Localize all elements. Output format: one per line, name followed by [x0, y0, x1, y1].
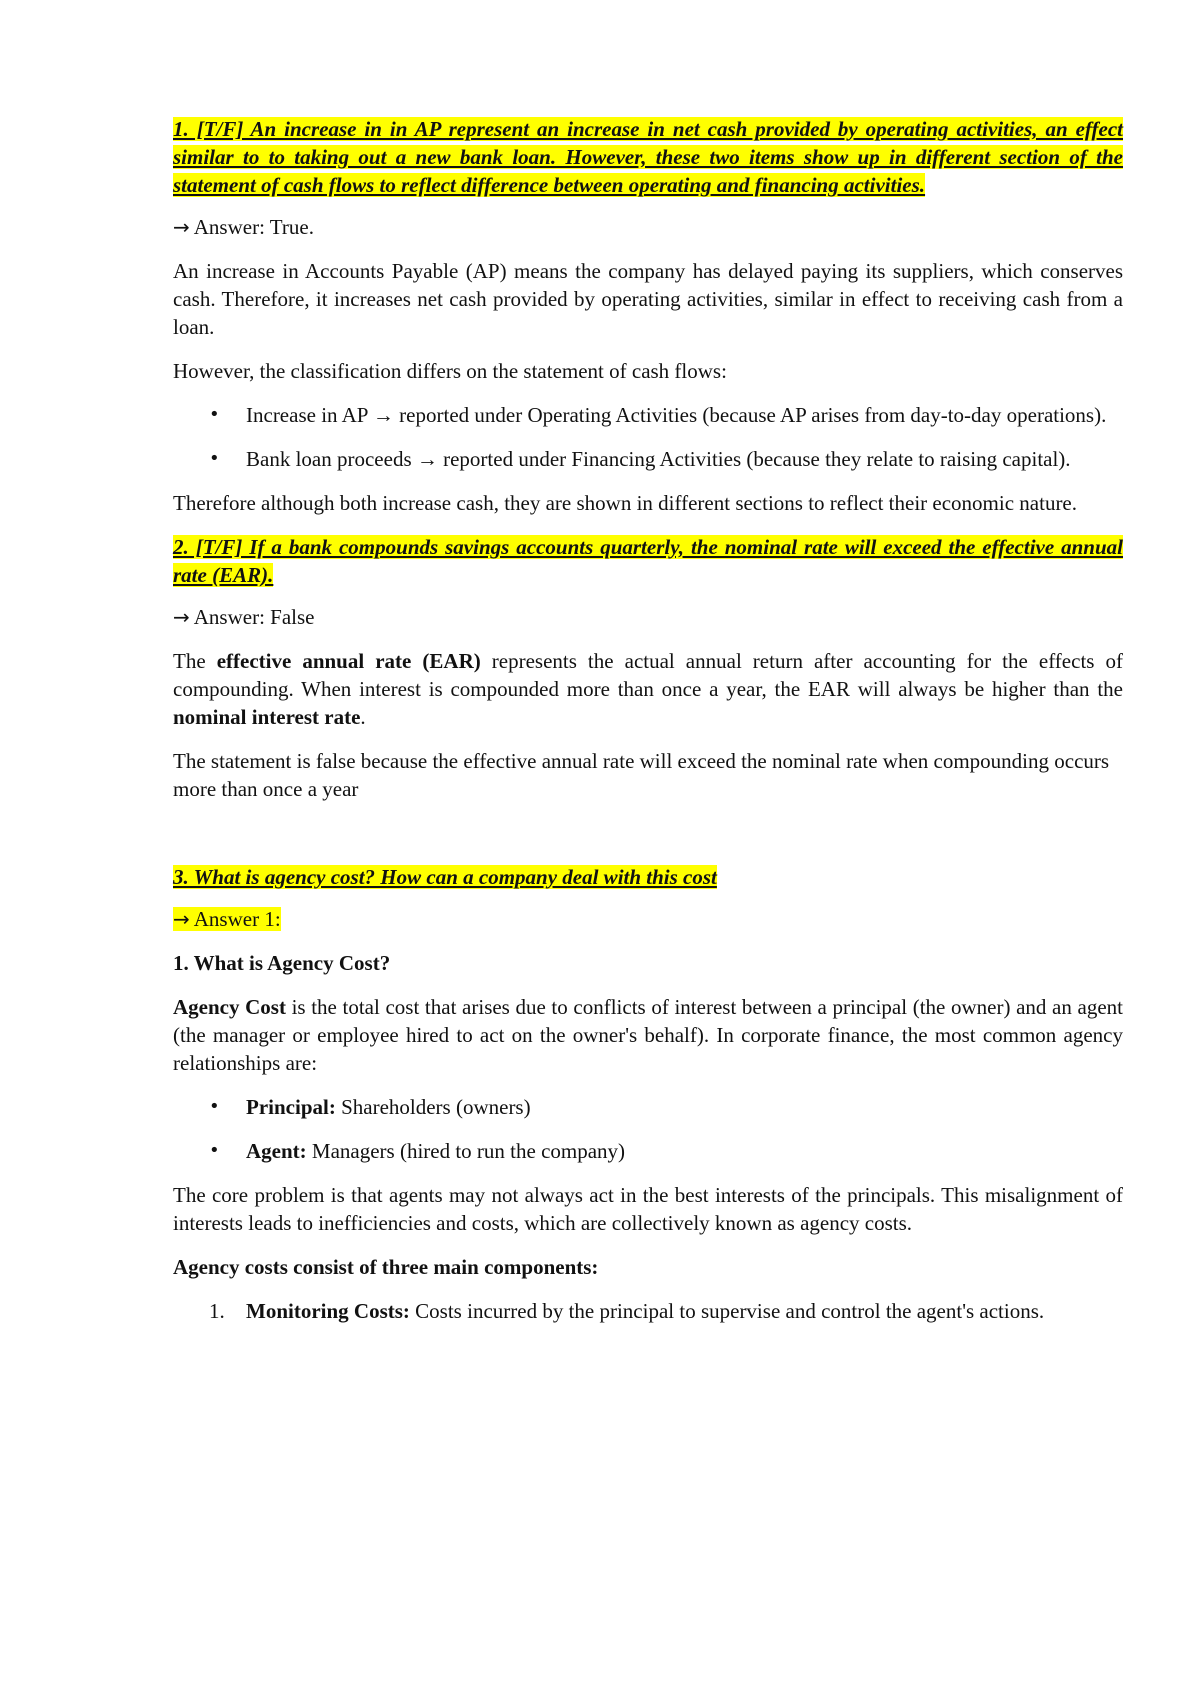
q2-paragraph-2: The statement is false because the effective annual rate will exceed the nominal rate when compounding occurs more than once a year [173, 749, 1110, 801]
answer-1-text: Answer: True. [193, 215, 314, 239]
question-1-text: 1. [T/F] An increase in in AP represent an increase in net cash provided by operating activities, an effect similar to to taking out a new bank loan. However, these two items show up in different section of the statement of cash flows to reflect difference between operating and financing activities. [173, 117, 1123, 197]
question-2-text: 2. [T/F] If a bank compounds savings accounts quarterly, the nominal rate will exceed the effective annual rate (EAR). [173, 535, 1123, 587]
bullet-icon: • [209, 404, 220, 425]
question-3 [173, 863, 1123, 891]
document-body [173, 115, 1123, 1341]
list-number: 1. [209, 1299, 225, 1323]
q3-heading: 1. What is Agency Cost? [173, 951, 391, 975]
arrow-right-icon: → [173, 907, 190, 931]
list-item [209, 401, 1123, 429]
list-item-label: Agent: [246, 1139, 307, 1163]
q3-components-list [173, 1297, 1123, 1325]
ear-term: effective annual rate (EAR) [216, 649, 481, 673]
list-item [209, 1093, 1123, 1121]
list-item-text: Increase in AP → reported under Operating Activities (because AP arises from day-to-day operations). [246, 403, 1107, 427]
answer-3-highlight [173, 907, 281, 931]
q1-paragraph-2: However, the classification differs on the statement of cash flows: [173, 359, 727, 383]
list-item [209, 1137, 1123, 1165]
answer-3 [173, 905, 1123, 933]
agency-cost-term: Agency Cost [173, 995, 286, 1019]
answer-1 [173, 213, 1123, 241]
question-3-text: 3. What is agency cost? How can a company deal with this cost [173, 865, 717, 889]
question-1 [173, 115, 1123, 199]
text-run: . [360, 705, 366, 729]
question-2 [173, 533, 1123, 589]
q1-paragraph-3: Therefore although both increase cash, they are shown in different sections to reflect their economic nature. [173, 491, 1078, 515]
list-item-text: Bank loan proceeds → reported under Financing Activities (because they relate to raising capital). [246, 447, 1071, 471]
arrow-right-icon: → [173, 215, 190, 239]
text-run: represents the actual annual return after accounting for the effects of compounding. When interest is compounded more than once a year, the EAR will always be higher than the [173, 649, 1123, 701]
q1-paragraph-1: An increase in Accounts Payable (AP) means the company has delayed paying its suppliers, which conserves cash. Therefore, it increases net cash provided by operating activities, similar in effect to receiving cash from a loan. [173, 259, 1123, 339]
q3-paragraph-2: The core problem is that agents may not always act in the best interests of the principals. This misalignment of interests leads to inefficiencies and costs, which are collectively known as agency costs. [173, 1183, 1123, 1235]
list-item-label: Monitoring Costs: [246, 1299, 410, 1323]
list-item-label: Principal: [246, 1095, 336, 1119]
list-item-text: Shareholders (owners) [335, 1095, 531, 1119]
bullet-icon: • [209, 1096, 220, 1117]
answer-2 [173, 603, 1123, 631]
q1-bullet-list [173, 401, 1123, 473]
nominal-rate-term: nominal interest rate [173, 705, 361, 729]
spacer [173, 819, 1123, 863]
q2-paragraph-1 [173, 647, 1123, 731]
list-item [209, 445, 1123, 473]
list-item-text: Costs incurred by the principal to supervise and control the agent's actions. [409, 1299, 1045, 1323]
arrow-right-icon: → [173, 605, 190, 629]
list-item-text: Managers (hired to run the company) [306, 1139, 626, 1163]
q3-bullet-list [173, 1093, 1123, 1165]
list-item [209, 1297, 1123, 1325]
text-run: The [173, 649, 217, 673]
answer-2-text: Answer: False [193, 605, 315, 629]
bullet-icon: • [209, 1140, 220, 1161]
q3-components-heading: Agency costs consist of three main components: [173, 1255, 599, 1279]
text-run: is the total cost that arises due to conflicts of interest between a principal (the owner) and an agent (the manager or employee hired to act on the owner's behalf). In corporate finance, the most common agency relationships are: [173, 995, 1123, 1075]
bullet-icon: • [209, 448, 220, 469]
q3-paragraph-1 [173, 993, 1123, 1077]
answer-3-text: Answer 1: [193, 907, 281, 931]
